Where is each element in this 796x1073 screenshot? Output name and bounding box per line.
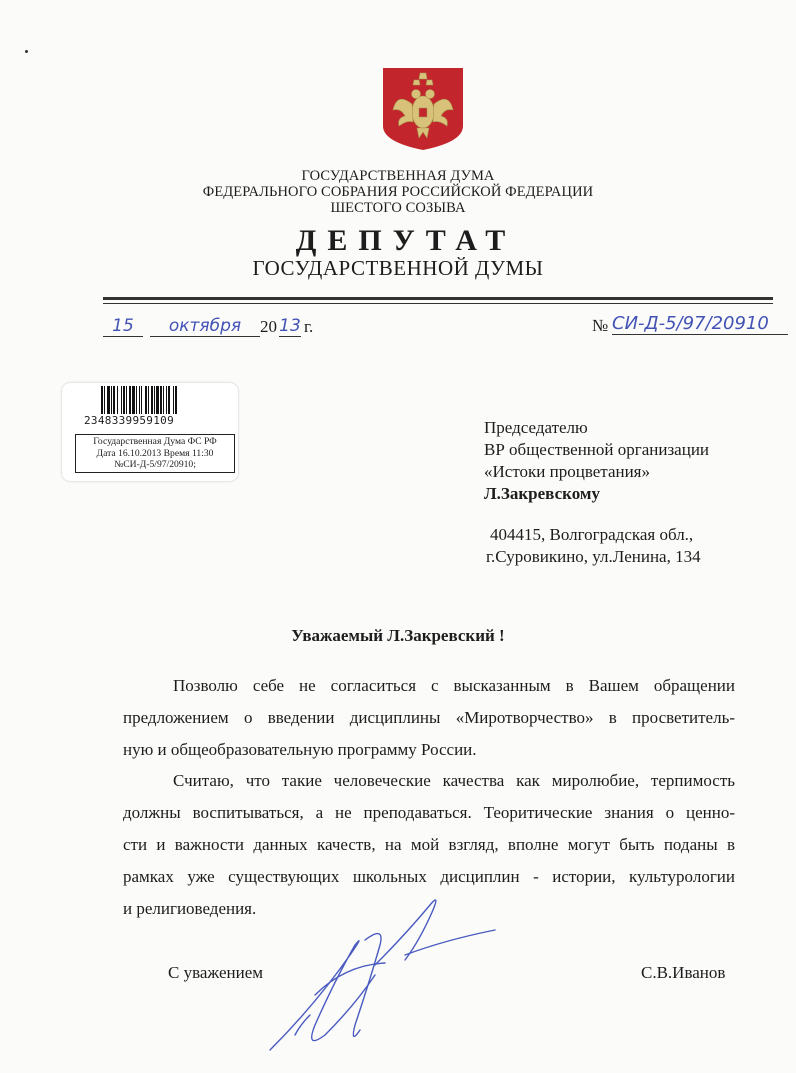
address-line2: г.Суровикино, ул.Ленина, 134 xyxy=(486,547,701,566)
date-year-prefix: 20 xyxy=(260,317,277,336)
paragraph-line: и религиоведения. xyxy=(123,899,257,918)
date-month: октября xyxy=(150,316,260,337)
barcode xyxy=(100,386,210,414)
addressee-block xyxy=(484,417,709,505)
header-rule-thin xyxy=(103,303,773,304)
barcode-number: 2348339959109 xyxy=(84,414,174,427)
stamp-details xyxy=(75,434,235,473)
addressee-name: Л.Закревскому xyxy=(484,484,600,503)
letterhead-title: ДЕПУТАТ xyxy=(295,224,517,257)
stamp-line2: Дата 16.10.2013 Время 11:30 xyxy=(96,447,214,459)
number-value: СИ-Д-5/97/20910 xyxy=(612,313,788,335)
stamp-line1: Государственная Дума ФС РФ xyxy=(93,436,217,447)
margin-dot xyxy=(25,50,28,53)
date-line xyxy=(103,316,323,340)
paragraph-line: предложением о введении дисциплины «Миротворчество» в просветитель- xyxy=(123,708,735,727)
header-rule-thick xyxy=(103,297,773,300)
date-day: 15 xyxy=(103,316,143,337)
org-name-line1: ГОСУДАРСТВЕННАЯ ДУМА xyxy=(301,168,495,184)
addressee-line3: «Истоки процветания» xyxy=(484,462,650,481)
paragraph-line: сти и важности данных качеств, на мой взгляд, вполне могут быть поданы в xyxy=(123,835,735,854)
paragraph-line: должны воспитываться, а не преподаваться. Теоритические знания о ценно- xyxy=(123,803,735,822)
letterhead-subtitle: ГОСУДАРСТВЕННОЙ ДУМЫ xyxy=(252,256,544,280)
coat-of-arms-emblem xyxy=(383,68,463,150)
date-year-suffix: 13 xyxy=(279,316,301,336)
paragraph-line: Считаю, что такие человеческие качества как миролюбие, терпимость xyxy=(173,771,735,790)
handwritten-signature xyxy=(255,885,515,1065)
org-name-line3: ШЕСТОГО СОЗЫВА xyxy=(330,200,466,216)
paragraph-line: рамках уже существующих школьных дисциплин - истории, культурологии xyxy=(123,867,735,886)
stamp-line3: №СИ-Д-5/97/20910; xyxy=(114,459,196,470)
addressee-line1: Председателю xyxy=(484,418,588,437)
paragraph-1 xyxy=(123,670,735,766)
number-label: № xyxy=(592,316,609,335)
date-year-unit: г. xyxy=(304,317,314,336)
org-name-line2: ФЕДЕРАЛЬНОГО СОБРАНИЯ РОССИЙСКОЙ ФЕДЕРАЦИИ xyxy=(202,184,594,200)
closing: С уважением xyxy=(168,963,264,982)
signer-name: С.В.Иванов xyxy=(641,963,726,982)
salutation: Уважаемый Л.Закревский ! xyxy=(291,626,505,645)
paragraph-line: ную и общеобразовательную программу России. xyxy=(123,740,477,759)
addressee-address xyxy=(486,524,701,568)
addressee-line2: ВР общественной организации xyxy=(484,440,710,459)
address-line1: 404415, Волгоградская обл., xyxy=(490,525,694,544)
paragraph-line: Позволю себе не согласиться с высказанным в Вашем обращении xyxy=(173,676,735,695)
